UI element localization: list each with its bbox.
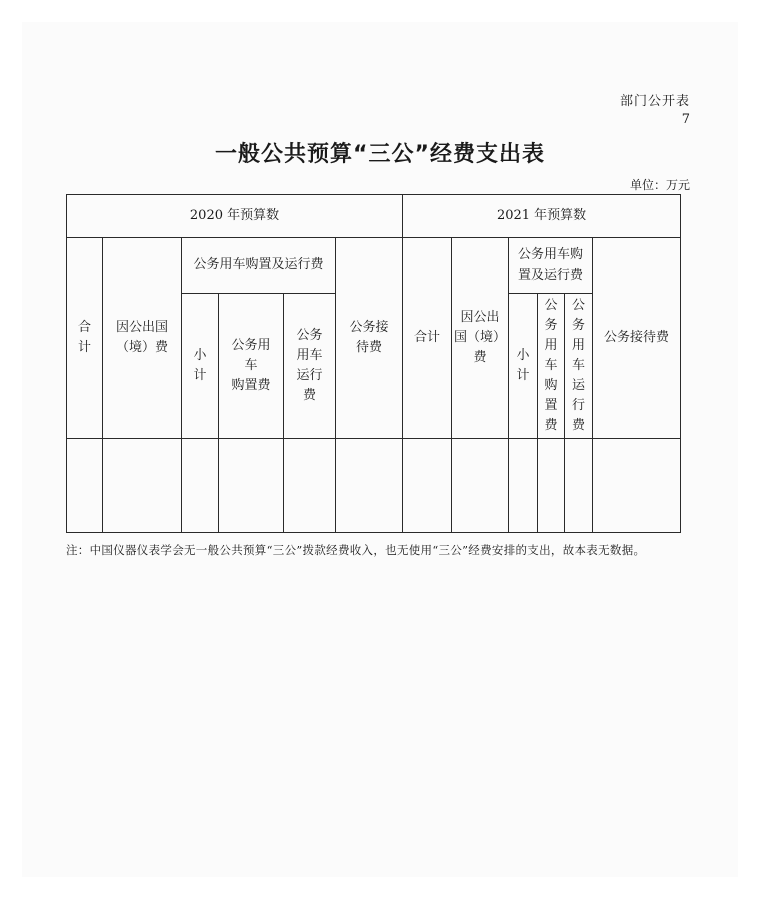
header-2020-vehicle-running: 公务 用车 运行 费: [284, 294, 336, 439]
header-2020-abroad: 因公出国 （境）费: [103, 238, 182, 439]
department-table-label: 部门公开表: [619, 94, 690, 109]
header-2020-vehicle-purchase: 公务用 车 购置费: [219, 294, 284, 439]
data-cell: [284, 439, 336, 533]
page-number: 7: [681, 112, 690, 127]
header-2020-total: 合 计: [67, 238, 103, 439]
data-cell: [538, 439, 565, 533]
data-cell: [509, 439, 538, 533]
header-2021-vehicle: 公务用车购 置及运行费: [509, 238, 593, 294]
header-2021-reception: 公务接待费: [593, 238, 681, 439]
header-2021-total: 合计: [403, 238, 452, 439]
header-2021-subtotal: 小 计: [509, 294, 538, 439]
three-public-expenses-table: [66, 194, 681, 533]
data-cell: [403, 439, 452, 533]
data-cell: [182, 439, 219, 533]
header-2020-vehicle: 公务用车购置及运行费: [182, 238, 336, 294]
header-2021-vehicle-running: 公 务 用 车 运 行 费: [565, 294, 593, 439]
data-cell: [219, 439, 284, 533]
header-2021-vehicle-purchase: 公 务 用 车 购 置 费: [538, 294, 565, 439]
header-2020-reception: 公务接 待费: [336, 238, 403, 439]
data-cell: [593, 439, 681, 533]
data-cell: [565, 439, 593, 533]
header-2021-abroad: 因公出 国（境） 费: [452, 238, 509, 439]
table-note: 注：中国仪器仪表学会无一般公共预算“三公”拨款经费收入，也无使用“三公”经费安排的支出，故本表无数据。: [66, 543, 646, 557]
data-cell: [67, 439, 103, 533]
header-2021-budget: 2021 年预算数: [403, 195, 681, 238]
header-2020-budget: 2020 年预算数: [67, 195, 403, 238]
data-cell: [103, 439, 182, 533]
header-2020-subtotal: 小 计: [182, 294, 219, 439]
unit-label: 单位：万元: [629, 178, 690, 192]
page-title: 一般公共预算“三公”经费支出表: [215, 142, 545, 167]
data-cell: [452, 439, 509, 533]
data-cell: [336, 439, 403, 533]
